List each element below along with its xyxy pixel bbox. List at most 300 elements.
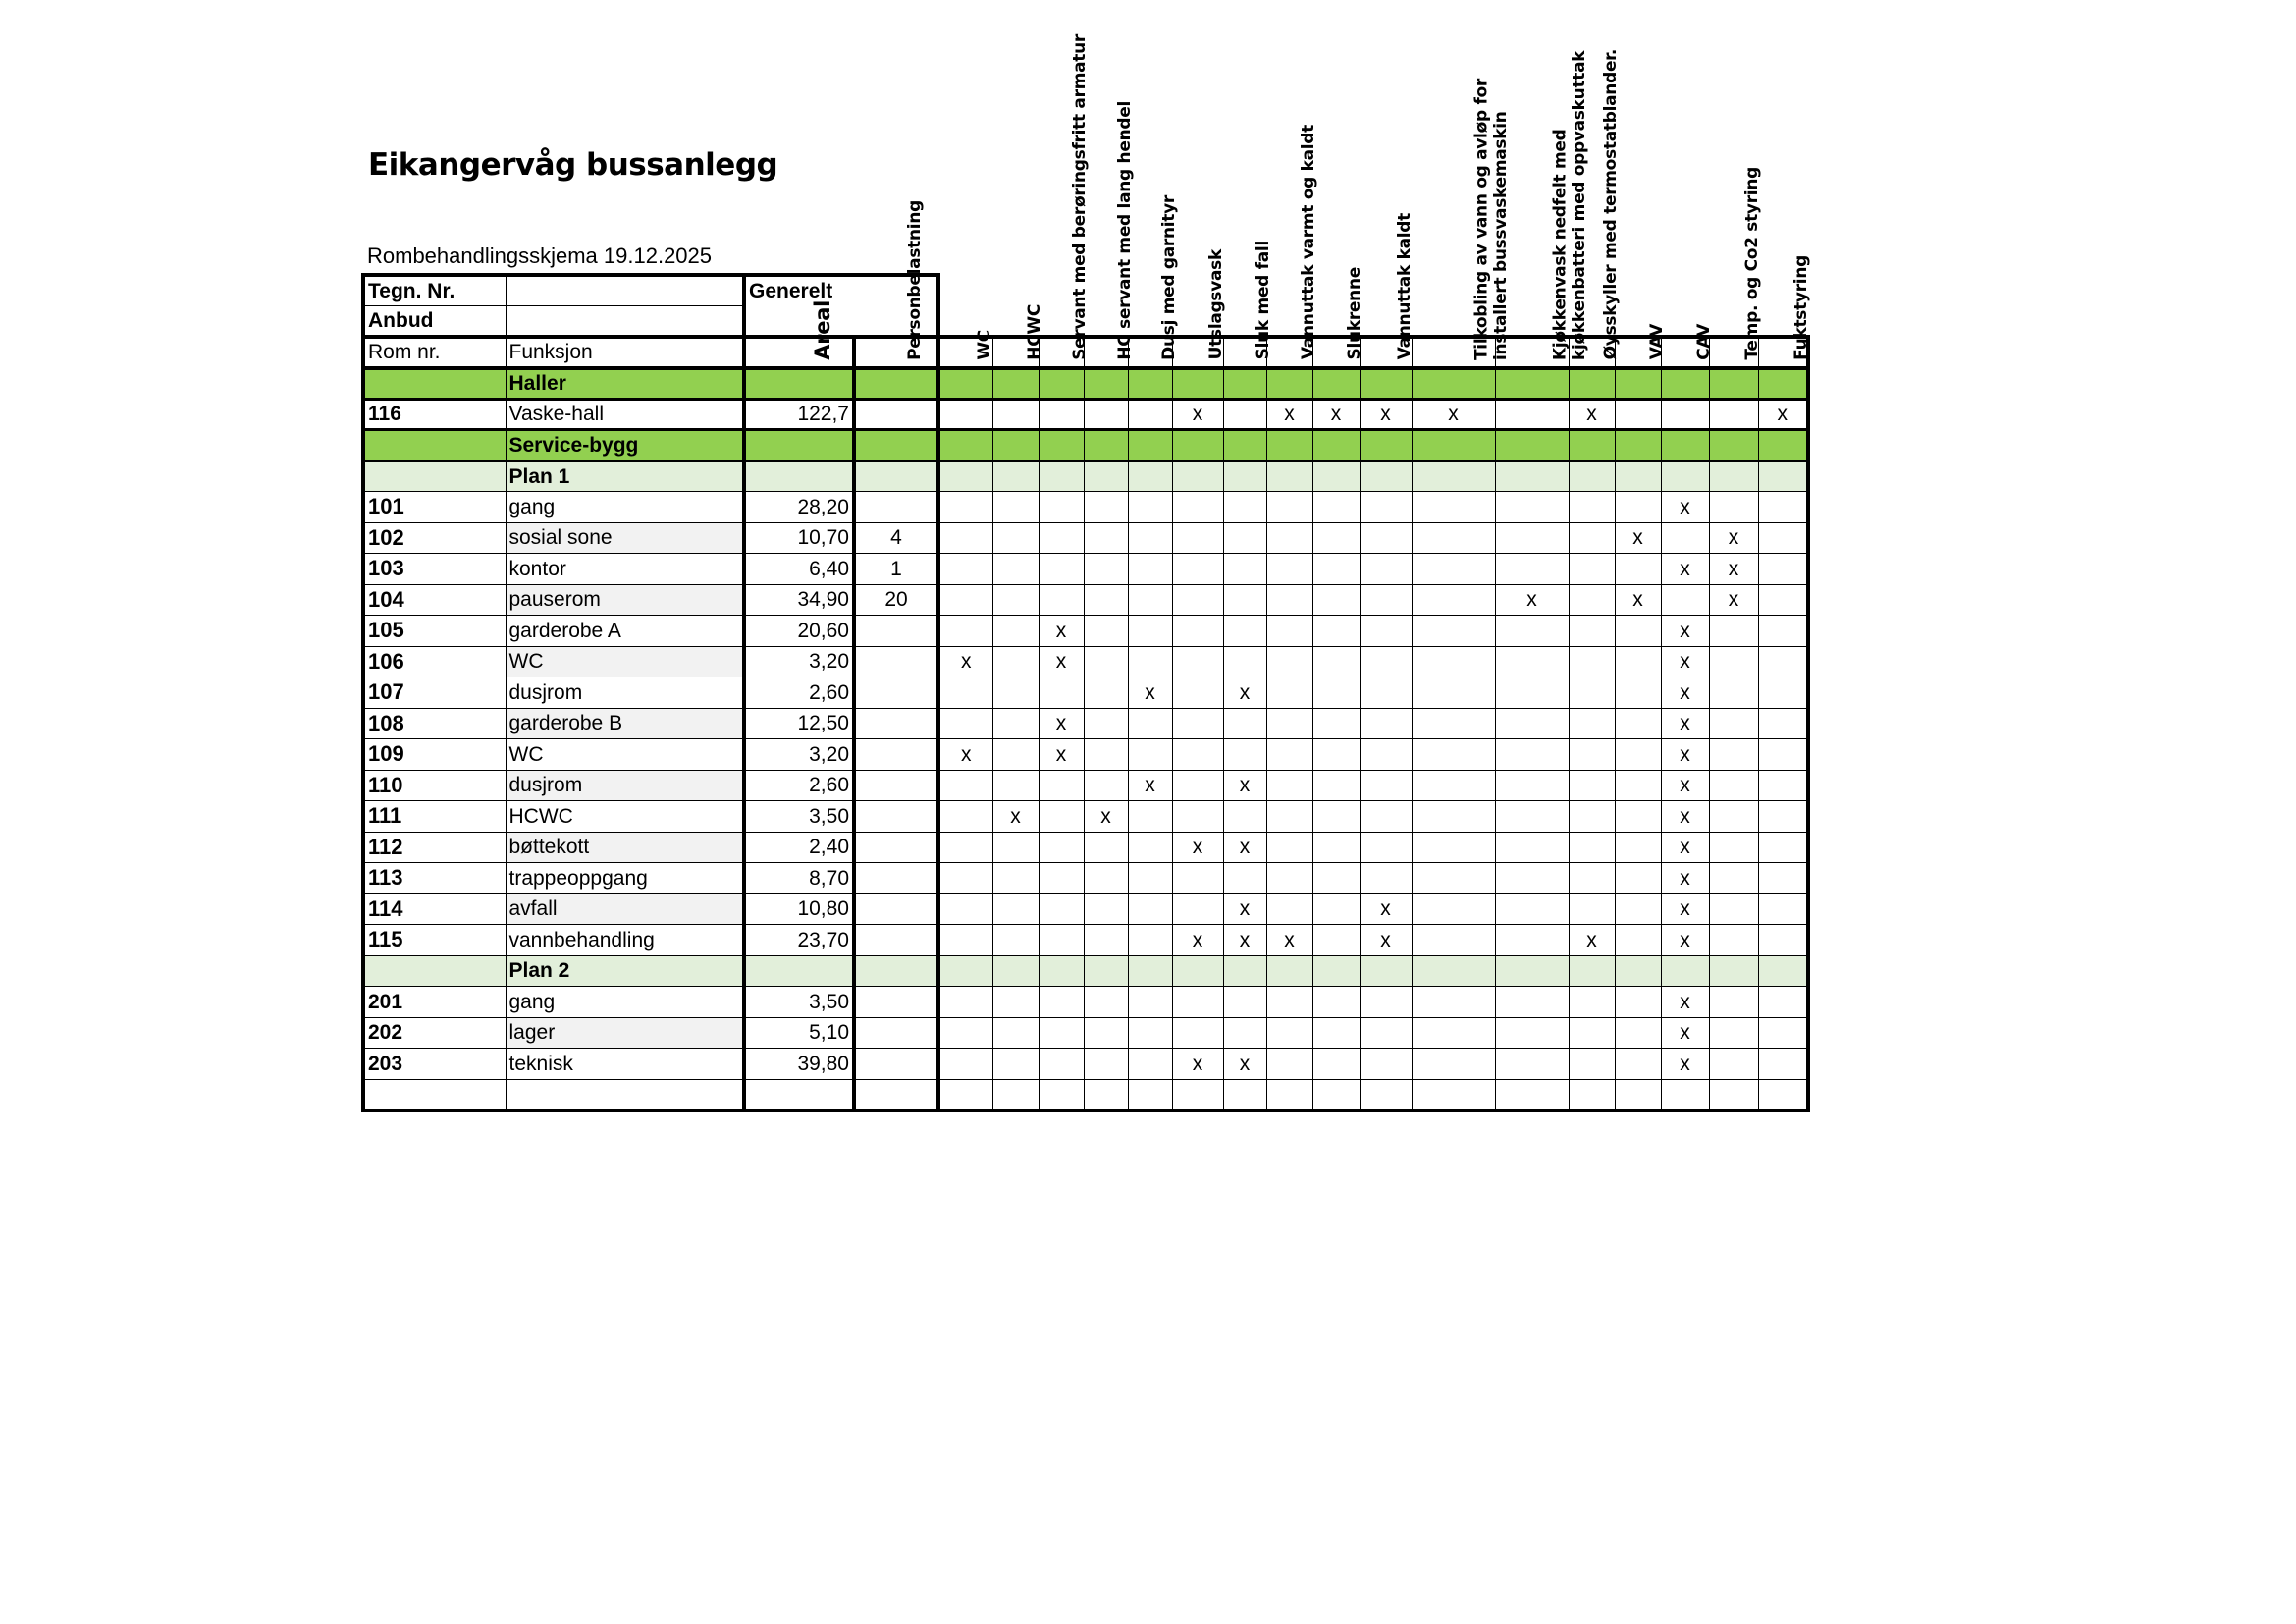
check-cell	[1266, 863, 1312, 894]
section-blank	[938, 955, 992, 987]
section-blank	[1758, 430, 1808, 461]
check-cell	[938, 677, 992, 709]
check-cell	[1758, 677, 1808, 709]
check-cell	[1223, 554, 1266, 585]
section-blank	[1266, 955, 1312, 987]
check-cell	[992, 616, 1039, 647]
check-cell	[938, 522, 992, 554]
section-blank	[744, 955, 854, 987]
check-cell	[1312, 1049, 1360, 1080]
check-cell: x	[1039, 616, 1084, 647]
check-cell	[1495, 863, 1569, 894]
check-cell	[1360, 554, 1412, 585]
check-cell	[1495, 739, 1569, 771]
room-area: 2,40	[744, 832, 854, 863]
check-cell	[1360, 987, 1412, 1018]
room-person-load: 20	[854, 584, 938, 616]
check-cell	[1266, 770, 1312, 801]
check-cell	[992, 492, 1039, 523]
section-blank	[1312, 430, 1360, 461]
header-check-text: Slukrenne	[1344, 267, 1364, 360]
document-subtitle: Rombehandlingsskjema 19.12.2025	[367, 244, 713, 268]
section-blank	[363, 368, 506, 400]
check-cell	[1569, 739, 1615, 771]
check-cell	[1412, 584, 1495, 616]
section-label: Service-bygg	[506, 430, 744, 461]
check-cell	[1709, 770, 1758, 801]
check-cell: x	[1360, 893, 1412, 925]
check-cell	[1360, 739, 1412, 771]
check-cell	[1360, 1017, 1412, 1049]
check-cell	[992, 1079, 1039, 1110]
check-cell	[1084, 522, 1128, 554]
check-cell	[1661, 522, 1709, 554]
header-check-text: Fuktstyring	[1790, 254, 1811, 360]
section-blank	[1128, 955, 1172, 987]
section-blank	[1172, 955, 1223, 987]
check-cell	[1128, 987, 1172, 1018]
check-cell: x	[1039, 708, 1084, 739]
check-cell	[1266, 616, 1312, 647]
header-check-5	[1172, 249, 1226, 368]
check-cell	[1084, 739, 1128, 771]
room-person-load	[854, 987, 938, 1018]
section-blank	[1495, 430, 1569, 461]
room-function: garderobe A	[506, 616, 744, 647]
check-cell	[1266, 1079, 1312, 1110]
room-area: 122,7	[744, 399, 854, 430]
room-function: Vaske-hall	[506, 399, 744, 430]
check-cell	[1172, 584, 1223, 616]
check-cell	[1312, 801, 1360, 833]
room-function: HCWC	[506, 801, 744, 833]
check-cell	[1084, 770, 1128, 801]
section-blank	[1615, 955, 1661, 987]
header-check-14	[1661, 323, 1714, 368]
check-cell	[1569, 893, 1615, 925]
room-function: gang	[506, 987, 744, 1018]
room-area: 2,60	[744, 770, 854, 801]
check-cell: x	[1709, 522, 1758, 554]
section-blank	[1360, 460, 1412, 492]
check-cell	[1495, 801, 1569, 833]
check-cell	[938, 925, 992, 956]
check-cell: x	[1661, 708, 1709, 739]
section-blank	[1223, 368, 1266, 400]
check-cell	[1084, 616, 1128, 647]
room-function: lager	[506, 1017, 744, 1049]
section-blank	[1569, 368, 1615, 400]
check-cell	[1266, 1049, 1312, 1080]
room-function: vannbehandling	[506, 925, 744, 956]
check-cell	[1569, 801, 1615, 833]
header-check-11	[1495, 50, 1589, 368]
check-cell	[1084, 987, 1128, 1018]
check-cell	[992, 1017, 1039, 1049]
room-person-load	[854, 863, 938, 894]
check-cell	[1084, 492, 1128, 523]
check-cell	[1039, 677, 1084, 709]
check-cell	[1709, 832, 1758, 863]
section-label: Haller	[506, 368, 744, 400]
check-cell	[1312, 987, 1360, 1018]
check-cell	[1172, 1079, 1223, 1110]
tegn-nr-value	[506, 275, 744, 306]
room-person-load	[854, 492, 938, 523]
check-cell	[1412, 1049, 1495, 1080]
room-number: 112	[363, 832, 506, 863]
check-cell	[1758, 616, 1808, 647]
check-cell: x	[1223, 832, 1266, 863]
section-blank	[1569, 460, 1615, 492]
section-blank	[854, 430, 938, 461]
section-blank	[1495, 460, 1569, 492]
check-cell	[992, 522, 1039, 554]
room-function	[506, 1079, 744, 1110]
check-cell	[1312, 492, 1360, 523]
check-cell: x	[1569, 925, 1615, 956]
room-function: gang	[506, 492, 744, 523]
check-cell	[1412, 770, 1495, 801]
table-row	[363, 554, 1808, 585]
check-cell: x	[1172, 832, 1223, 863]
check-cell: x	[1084, 801, 1128, 833]
check-cell	[1128, 1079, 1172, 1110]
table-row	[363, 893, 1808, 925]
check-cell: x	[1223, 677, 1266, 709]
header-check-text: Vannuttak varmt og kaldt	[1298, 125, 1318, 360]
check-cell	[1495, 492, 1569, 523]
section-blank	[1266, 430, 1312, 461]
section-blank	[1360, 430, 1412, 461]
check-cell: x	[1661, 646, 1709, 677]
header-check-13	[1615, 324, 1667, 368]
check-cell	[1709, 492, 1758, 523]
section-blank	[992, 368, 1039, 400]
room-function: dusjrom	[506, 677, 744, 709]
check-cell	[1266, 584, 1312, 616]
check-cell	[1615, 1079, 1661, 1110]
check-cell	[1084, 925, 1128, 956]
check-cell	[1266, 801, 1312, 833]
check-cell	[1412, 1079, 1495, 1110]
check-cell	[1312, 770, 1360, 801]
header-funksjon: Funksjon	[506, 337, 744, 368]
check-cell: x	[1661, 893, 1709, 925]
check-cell: x	[1223, 893, 1266, 925]
room-person-load: 4	[854, 522, 938, 554]
header-check-16	[1758, 254, 1811, 368]
room-function: avfall	[506, 893, 744, 925]
header-check-3	[1084, 100, 1135, 368]
check-cell	[992, 677, 1039, 709]
check-cell	[1360, 677, 1412, 709]
check-cell	[1569, 616, 1615, 647]
check-cell	[1312, 893, 1360, 925]
check-cell	[1312, 677, 1360, 709]
section-blank	[1569, 955, 1615, 987]
check-cell: x	[1661, 554, 1709, 585]
check-cell	[1128, 893, 1172, 925]
check-cell	[1039, 554, 1084, 585]
check-cell: x	[1412, 399, 1495, 430]
check-cell	[1223, 584, 1266, 616]
check-cell	[1084, 646, 1128, 677]
check-cell	[1128, 925, 1172, 956]
check-cell	[1172, 554, 1223, 585]
check-cell	[1495, 708, 1569, 739]
check-cell	[1360, 522, 1412, 554]
check-cell: x	[1223, 770, 1266, 801]
check-cell	[992, 739, 1039, 771]
section-blank	[1360, 955, 1412, 987]
check-cell	[1412, 832, 1495, 863]
anbud-label: Anbud	[363, 306, 506, 338]
column-header-row	[363, 337, 1808, 368]
check-cell	[1312, 739, 1360, 771]
check-cell	[938, 987, 992, 1018]
check-cell	[1615, 925, 1661, 956]
check-cell	[1412, 893, 1495, 925]
room-person-load	[854, 1017, 938, 1049]
check-cell	[1615, 1017, 1661, 1049]
check-cell	[1360, 832, 1412, 863]
room-area: 3,20	[744, 739, 854, 771]
check-cell	[1128, 554, 1172, 585]
check-cell	[1266, 708, 1312, 739]
check-cell: x	[1661, 801, 1709, 833]
room-area: 34,90	[744, 584, 854, 616]
check-cell	[1615, 616, 1661, 647]
check-cell	[1495, 554, 1569, 585]
section-blank	[992, 430, 1039, 461]
check-cell	[1758, 584, 1808, 616]
check-cell	[1758, 1017, 1808, 1049]
room-person-load: 1	[854, 554, 938, 585]
check-cell	[1266, 893, 1312, 925]
check-cell	[938, 584, 992, 616]
section-blank	[1661, 955, 1709, 987]
check-cell	[1084, 1049, 1128, 1080]
check-cell	[1223, 801, 1266, 833]
header-check-4	[1128, 194, 1179, 368]
check-cell	[1495, 522, 1569, 554]
check-cell	[1223, 399, 1266, 430]
section-blank	[1412, 460, 1495, 492]
header-check-text: Vannuttak kaldt	[1394, 213, 1415, 360]
check-cell: x	[1661, 739, 1709, 771]
check-cell	[1615, 801, 1661, 833]
check-cell: x	[1128, 770, 1172, 801]
check-cell	[1758, 770, 1808, 801]
check-cell	[1615, 863, 1661, 894]
header-check-0	[938, 329, 995, 368]
check-cell	[1312, 708, 1360, 739]
header-check-text: Dusj med garnityr	[1158, 194, 1179, 360]
check-cell	[1128, 616, 1172, 647]
section-blank	[1312, 955, 1360, 987]
check-cell	[1312, 863, 1360, 894]
room-function: WC	[506, 739, 744, 771]
check-cell	[1223, 522, 1266, 554]
room-number: 111	[363, 801, 506, 833]
check-cell	[1495, 832, 1569, 863]
section-blank	[363, 430, 506, 461]
room-number	[363, 1079, 506, 1110]
check-cell	[1495, 1079, 1569, 1110]
generelt-label: Generelt	[744, 275, 938, 337]
room-number: 201	[363, 987, 506, 1018]
header-check-2	[1039, 33, 1090, 368]
room-area: 3,20	[744, 646, 854, 677]
room-function: kontor	[506, 554, 744, 585]
check-cell	[1172, 770, 1223, 801]
check-cell	[1569, 646, 1615, 677]
room-number: 116	[363, 399, 506, 430]
check-cell	[1569, 1079, 1615, 1110]
check-cell	[1709, 1049, 1758, 1080]
header-check-text: HCWC	[1024, 303, 1044, 360]
check-cell	[1128, 584, 1172, 616]
room-area: 5,10	[744, 1017, 854, 1049]
section-blank	[992, 460, 1039, 492]
section-blank	[1039, 955, 1084, 987]
check-cell	[1172, 677, 1223, 709]
check-cell: x	[1661, 863, 1709, 894]
check-cell	[1084, 863, 1128, 894]
document-title: Eikangervåg bussanlegg	[368, 147, 778, 183]
check-cell	[1495, 646, 1569, 677]
section-blank	[1709, 430, 1758, 461]
check-cell	[1495, 1049, 1569, 1080]
check-cell	[938, 399, 992, 430]
room-area: 3,50	[744, 987, 854, 1018]
check-cell	[992, 646, 1039, 677]
check-cell	[1223, 987, 1266, 1018]
check-cell	[1266, 677, 1312, 709]
check-cell: x	[1360, 925, 1412, 956]
section-blank	[1495, 955, 1569, 987]
check-cell	[1495, 616, 1569, 647]
header-check-text: Utslagsvask	[1205, 249, 1226, 360]
section-blank	[1223, 955, 1266, 987]
check-cell: x	[1266, 925, 1312, 956]
check-cell	[1172, 522, 1223, 554]
check-cell	[1569, 863, 1615, 894]
section-blank	[1709, 368, 1758, 400]
room-function: sosial sone	[506, 522, 744, 554]
check-cell	[1360, 646, 1412, 677]
header-personbelastning	[854, 199, 938, 368]
check-cell	[1661, 399, 1709, 430]
check-cell: x	[1661, 616, 1709, 647]
check-cell	[1758, 554, 1808, 585]
section-blank	[854, 460, 938, 492]
check-cell	[1223, 616, 1266, 647]
check-cell	[992, 554, 1039, 585]
check-cell	[938, 1017, 992, 1049]
section-blank	[744, 460, 854, 492]
check-cell	[992, 584, 1039, 616]
section-blank	[1172, 430, 1223, 461]
room-area: 2,60	[744, 677, 854, 709]
header-check-6	[1223, 241, 1273, 368]
check-cell	[992, 925, 1039, 956]
check-cell	[1039, 399, 1084, 430]
check-cell	[1128, 863, 1172, 894]
room-area: 10,70	[744, 522, 854, 554]
check-cell	[1495, 677, 1569, 709]
check-cell	[1084, 1017, 1128, 1049]
room-area: 3,50	[744, 801, 854, 833]
check-cell	[1412, 554, 1495, 585]
section-blank	[1709, 955, 1758, 987]
check-cell	[1223, 646, 1266, 677]
check-cell	[1084, 677, 1128, 709]
check-cell	[992, 832, 1039, 863]
plan-label: Plan 2	[506, 955, 744, 987]
check-cell: x	[1661, 1049, 1709, 1080]
check-cell	[1128, 492, 1172, 523]
header-check-text: Kjøkkenvask nedfelt med kjøkkenbatteri med oppvaskuttak	[1550, 50, 1589, 360]
check-cell	[1223, 1079, 1266, 1110]
check-cell	[1758, 708, 1808, 739]
room-number: 102	[363, 522, 506, 554]
check-cell	[938, 616, 992, 647]
check-cell	[1615, 832, 1661, 863]
room-person-load	[854, 616, 938, 647]
check-cell	[1615, 708, 1661, 739]
room-function: bøttekott	[506, 832, 744, 863]
room-number: 113	[363, 863, 506, 894]
check-cell	[1615, 677, 1661, 709]
room-area: 20,60	[744, 616, 854, 647]
check-cell: x	[1039, 739, 1084, 771]
check-cell	[1128, 832, 1172, 863]
header-check-text: Temp. og Co2 styring	[1741, 166, 1762, 360]
section-blank	[1084, 430, 1128, 461]
check-cell	[1412, 522, 1495, 554]
check-cell	[1412, 677, 1495, 709]
table-row	[363, 801, 1808, 833]
table-row	[363, 739, 1808, 771]
room-area: 10,80	[744, 893, 854, 925]
check-cell	[1084, 893, 1128, 925]
check-cell	[1312, 1017, 1360, 1049]
header-rom-nr: Rom nr.	[363, 337, 506, 368]
room-person-load	[854, 399, 938, 430]
header-check-7	[1266, 125, 1318, 368]
check-cell	[938, 1049, 992, 1080]
check-cell	[1360, 801, 1412, 833]
check-cell	[1615, 770, 1661, 801]
check-cell	[1758, 832, 1808, 863]
room-function: WC	[506, 646, 744, 677]
check-cell	[1266, 554, 1312, 585]
check-cell	[938, 801, 992, 833]
table-row	[363, 646, 1808, 677]
room-person-load	[854, 739, 938, 771]
room-number: 101	[363, 492, 506, 523]
check-cell	[1312, 646, 1360, 677]
check-cell	[1128, 646, 1172, 677]
check-cell: x	[1661, 987, 1709, 1018]
section-blank	[1360, 368, 1412, 400]
room-number: 114	[363, 893, 506, 925]
check-cell	[1266, 1017, 1312, 1049]
check-cell	[938, 863, 992, 894]
check-cell	[1569, 1049, 1615, 1080]
